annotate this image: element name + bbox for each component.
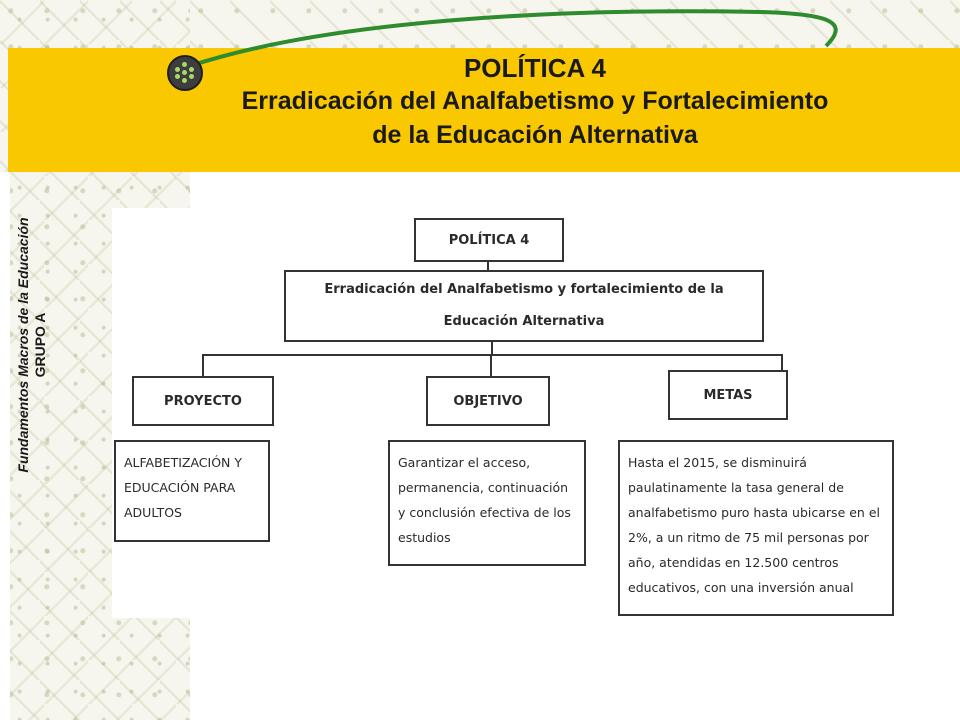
objetivo-header: OBJETIVO [426, 376, 550, 426]
objetivo-content: Garantizar el acceso, permanencia, continuación y conclusión efectiva de los estudios [388, 440, 586, 566]
connector-proyecto [202, 354, 204, 378]
title-line-2: Erradicación del Analfabetismo y Fortalecimiento [241, 87, 829, 115]
org-diagram [112, 208, 902, 618]
title-line-3: de la Educación Alternativa [372, 121, 698, 149]
metas-content: Hasta el 2015, se disminuirá paulatinamente la tasa general de analfabetismo puro hasta ubicarse en el 2%, a un ritmo de 75 mil personas por año, atendidas en 12.500 centros educativos, con una inversión anual [618, 440, 894, 616]
policy-name-box: Erradicación del Analfabetismo y fortalecimiento de la Educación Alternativa [284, 270, 764, 342]
slide-title [150, 52, 920, 152]
side-label [15, 165, 65, 525]
title-line-1: POLÍTICA 4 [463, 53, 607, 83]
connector-horizontal [202, 354, 783, 356]
proyecto-header: PROYECTO [132, 376, 274, 426]
side-label-course: Fundamentos Macros de la Educación [15, 217, 31, 473]
metas-header: METAS [668, 370, 788, 420]
side-label-group: GRUPO A [32, 312, 48, 378]
proyecto-content: ALFABETIZACIÓN Y EDUCACIÓN PARA ADULTOS [114, 440, 270, 542]
politica-box: POLÍTICA 4 [414, 218, 564, 262]
connector-objetivo [490, 354, 492, 378]
connector-down [491, 340, 493, 354]
left-white-strip [0, 172, 10, 720]
